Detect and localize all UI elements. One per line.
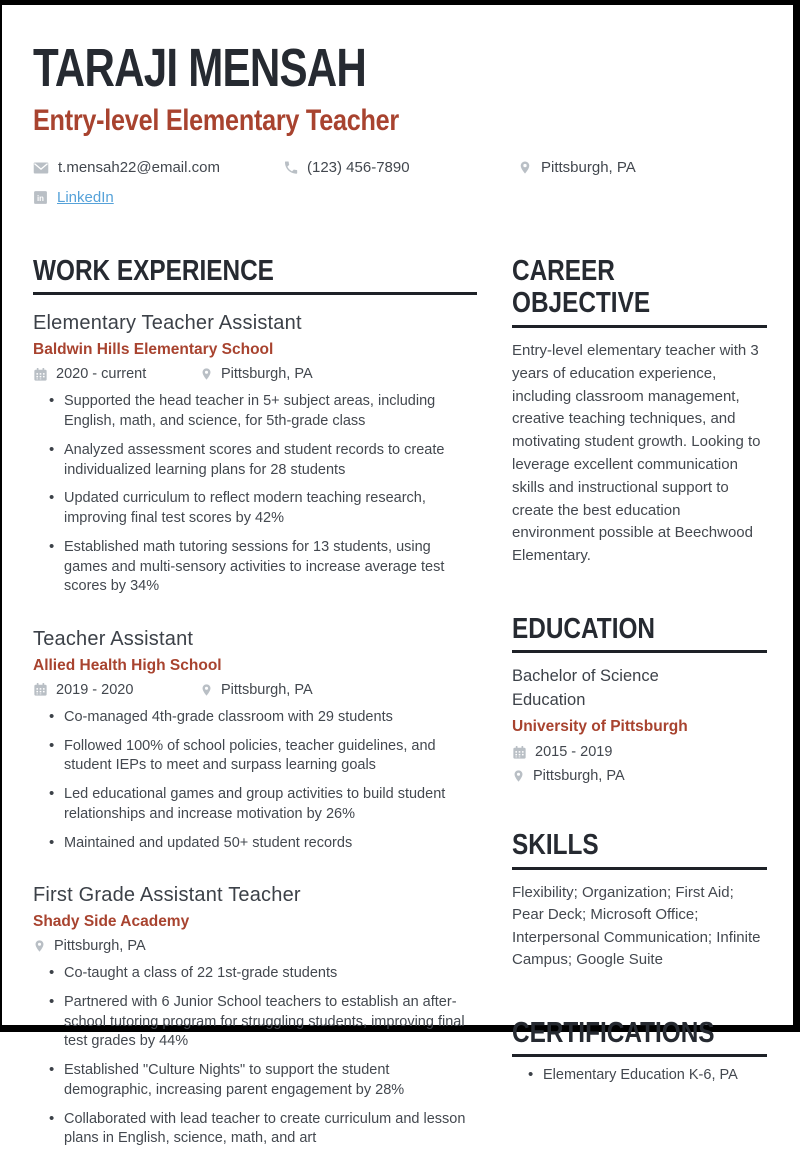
skills-text: Flexibility; Organization; First Aid; Pear Deck; Microsoft Office; Interpersonal Communication; Infinite Campus; Google Suite [512, 883, 761, 969]
person-name: TARAJI MENSAH [33, 38, 367, 98]
calendar-icon [512, 745, 527, 760]
job-title: Elementary Teacher Assistant [33, 312, 302, 335]
resume-page [2, 5, 793, 1147]
career-objective-heading: CAREER OBJECTIVE [512, 255, 767, 328]
resume-header [33, 38, 767, 206]
phone-icon [283, 160, 298, 175]
skills-heading: SKILLS [512, 829, 767, 869]
location-pin-icon [33, 939, 46, 953]
job-dates: 2019 - 2020 [33, 682, 200, 698]
contact-location [518, 159, 767, 176]
certifications-heading: CERTIFICATIONS [512, 1017, 767, 1057]
calendar-icon [33, 367, 48, 382]
job-company: Shady Side Academy [33, 913, 190, 931]
job-location: Pittsburgh, PA [200, 366, 313, 382]
contact-linkedin [33, 189, 283, 206]
contact-phone [283, 159, 518, 176]
education-heading: EDUCATION [512, 613, 767, 653]
contact-section [33, 159, 767, 206]
envelope-icon [33, 160, 49, 176]
job-company: Baldwin Hills Elementary School [33, 341, 274, 359]
career-objective-text: Entry-level elementary teacher with 3 years of education experience, including classroom management, creative teaching techniques, and motivating student growth. Looking to leverage excellent communication skills and instructional support to create the best education environment possible at Beechwood Elementary. [512, 341, 761, 565]
linkedin-icon [33, 190, 48, 205]
job-bullet: • Analyzed assessment scores and student records to create individualized learning plans for 28 students [33, 441, 477, 480]
job-location: Pittsburgh, PA [200, 682, 313, 698]
job-bullet: • Established math tutoring sessions for 13 students, using games and multi-sensory activities to increase average test scores by 34% [33, 538, 477, 597]
work-experience-heading: WORK EXPERIENCE [33, 255, 477, 295]
job-bullet: • Led educational games and group activities to build student relationships and increase motivation by 26% [33, 785, 477, 824]
location-text: Pittsburgh, PA [541, 159, 636, 176]
work-experience-section [33, 255, 477, 1149]
job-bullet: • Partnered with 6 Junior School teachers to establish an after-school tutoring program for struggling students, improving final test grades by 44% [33, 993, 477, 1052]
career-objective-section [512, 255, 767, 568]
education-dates: 2015 - 2019 [512, 744, 767, 760]
job-meta [33, 682, 477, 698]
resume-body [33, 255, 767, 1149]
job-bullet-list [33, 708, 477, 853]
education-location: Pittsburgh, PA [512, 768, 767, 784]
job-bullet: • Followed 100% of school policies, teacher guidelines, and student IEPs to meet and surpass learning goals [33, 737, 477, 776]
calendar-icon [33, 682, 48, 697]
job-dates: 2020 - current [33, 366, 200, 382]
job-bullet: • Co-taught a class of 22 1st-grade students [33, 964, 477, 984]
location-pin-icon [200, 367, 213, 381]
location-pin-icon [200, 683, 213, 697]
job-bullet: • Supported the head teacher in 5+ subject areas, including English, math, and science, for 5th-grade class [33, 392, 477, 431]
job-entry-2 [33, 628, 477, 853]
job-meta [33, 366, 477, 382]
job-title: Teacher Assistant [33, 627, 194, 650]
sidebar-column [512, 255, 767, 1149]
education-meta [512, 744, 767, 784]
location-pin-icon [518, 160, 532, 175]
job-bullet: • Co-managed 4th-grade classroom with 29 students [33, 708, 477, 728]
person-job-title: Entry-level Elementary Teacher [33, 104, 399, 137]
job-bullet: • Maintained and updated 50+ student records [33, 834, 477, 854]
phone-text: (123) 456-7890 [307, 159, 410, 176]
job-bullet: • Updated curriculum to reflect modern teaching research, improving final test scores by 42% [33, 489, 477, 528]
school-name: University of Pittsburgh [512, 718, 688, 736]
location-pin-icon [512, 769, 525, 783]
job-bullet: • Collaborated with lead teacher to create curriculum and lesson plans in English, science, math, and art [33, 1110, 477, 1149]
job-bullet-list [33, 964, 477, 1149]
contact-email [33, 159, 283, 176]
linkedin-link[interactable]: LinkedIn [57, 189, 114, 206]
job-entry-3 [33, 884, 477, 1149]
work-experience-column [33, 255, 477, 1149]
certifications-section [512, 1017, 767, 1086]
certification-item: • Elementary Education K-6, PA [512, 1066, 767, 1086]
job-bullet-list [33, 392, 477, 596]
skills-section [512, 829, 767, 971]
certifications-list [512, 1066, 767, 1086]
degree-text: Bachelor of Science Education [512, 667, 659, 710]
job-location: Pittsburgh, PA [33, 938, 146, 954]
job-title: First Grade Assistant Teacher [33, 884, 301, 907]
job-meta [33, 938, 477, 954]
job-entry-1 [33, 312, 477, 596]
job-bullet: • Established "Culture Nights" to support the student demographic, increasing parent engagement by 28% [33, 1061, 477, 1100]
education-section [512, 613, 767, 784]
job-company: Allied Health High School [33, 656, 222, 674]
email-text: t.mensah22@email.com [58, 159, 220, 176]
